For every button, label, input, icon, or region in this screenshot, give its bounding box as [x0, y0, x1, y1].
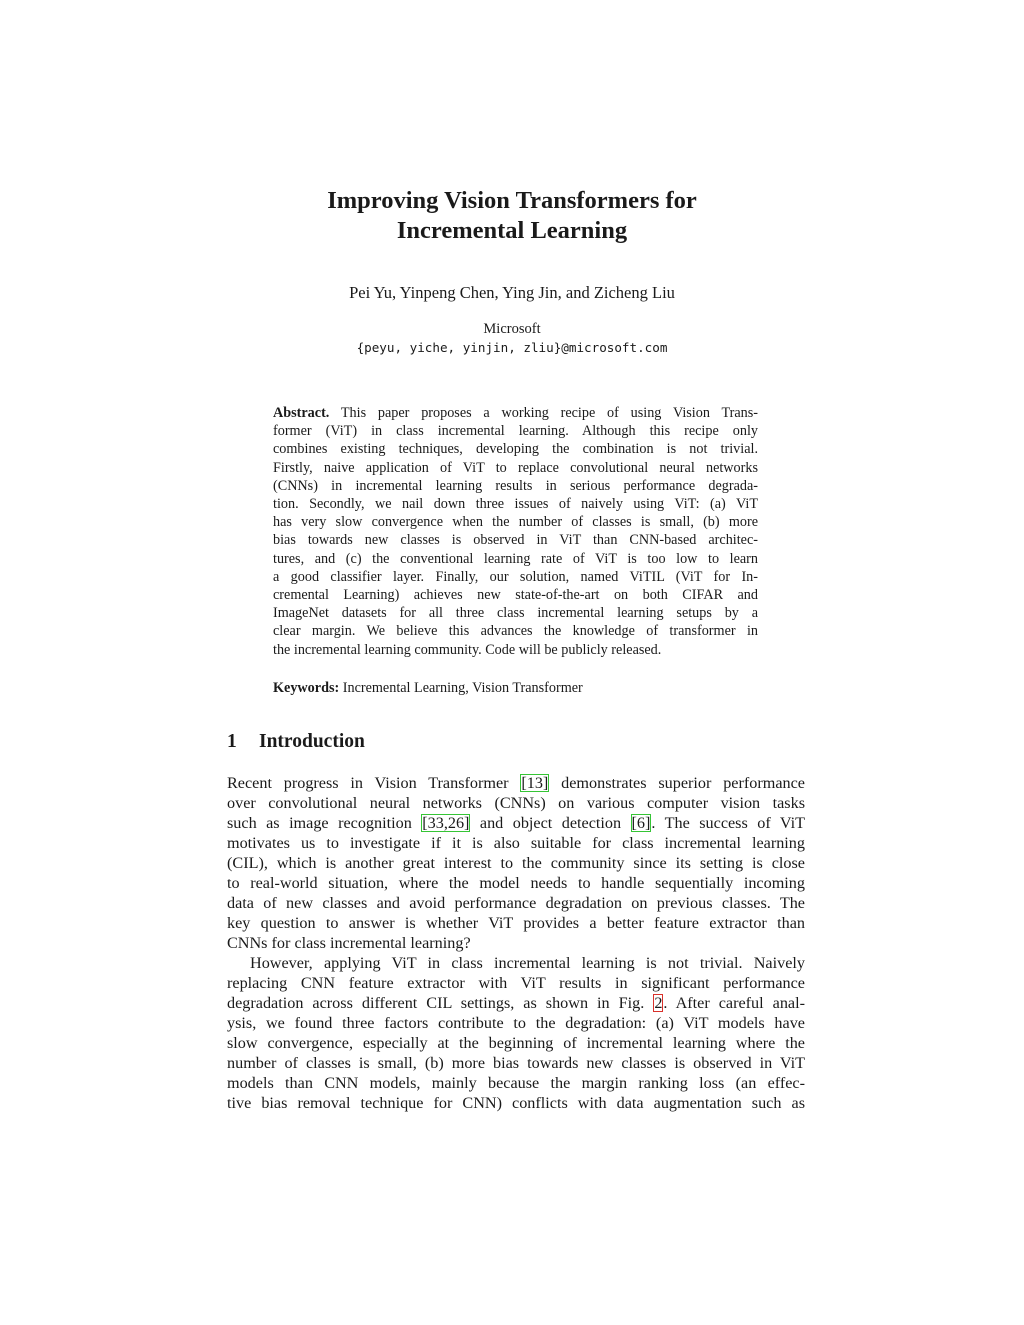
section-title: Introduction	[259, 731, 365, 752]
abstract-label: Abstract.	[273, 405, 330, 421]
abstract-line: Firstly, naive application of ViT to replace convolutional neural networks	[273, 459, 758, 476]
abstract	[273, 404, 758, 659]
paragraph-line: However, applying ViT in class incremental learning is not trivial. Naively	[250, 954, 805, 972]
abstract-line: ImageNet datasets for all three class incremental learning setups by a	[273, 605, 758, 622]
abstract-line: tion. Secondly, we nail down three issues of naively using ViT: (a) ViT	[273, 496, 758, 513]
text-span: Recent progress in Vision Transformer	[227, 774, 521, 792]
abstract-line: a good classifier layer. Finally, our solution, named ViTIL (ViT for In-	[273, 568, 758, 585]
citation-link[interactable]: [33,26]	[422, 814, 470, 832]
paragraph-line: to real-world situation, where the model needs to handle sequentially incoming	[227, 874, 805, 892]
text-span: . After careful anal-	[663, 994, 805, 1012]
abstract-line: former (ViT) in class incremental learning. Although this recipe only	[273, 423, 758, 440]
section-number: 1	[227, 731, 237, 752]
paragraph-line	[227, 993, 805, 1013]
text-span: such as image recognition	[227, 814, 422, 832]
paragraph-line: ysis, we found three factors contribute to the degradation: (a) ViT models have	[227, 1014, 805, 1032]
paragraph-line: tive bias removal technique for CNN) conflicts with data augmentation such as	[227, 1094, 805, 1112]
abstract-line: cremental Learning) achieves new state-of-the-art on both CIFAR and	[273, 587, 758, 604]
paper-title-line-1: Improving Vision Transformers for	[327, 187, 697, 214]
keywords	[273, 679, 758, 697]
paragraph-line: models than CNN models, mainly because the margin ranking loss (an effec-	[227, 1074, 805, 1092]
section-heading	[227, 731, 365, 753]
paragraph-line: replacing CNN feature extractor with ViT results in significant performance	[227, 974, 805, 992]
keywords-label: Keywords:	[273, 680, 340, 696]
author-emails: {peyu, yiche, yinjin, zliu}@microsoft.com	[356, 340, 668, 355]
keywords-text: Incremental Learning, Vision Transformer	[339, 680, 583, 696]
paper-title	[0, 186, 1024, 246]
paragraph-line: number of classes is small, (b) more bias towards new classes is observed in ViT	[227, 1054, 805, 1072]
abstract-line: (CNNs) in incremental learning results in serious performance degrada-	[273, 477, 758, 494]
abstract-line	[273, 404, 758, 422]
abstract-line: has very slow convergence when the number of classes is small, (b) more	[273, 514, 758, 531]
affiliation: Microsoft	[483, 321, 541, 337]
abstract-line: combines existing techniques, developing the combination is not trivial.	[273, 441, 758, 458]
text-span: and object detection	[470, 814, 631, 832]
abstract-line: bias towards new classes is observed in ViT than CNN-based architec-	[273, 532, 758, 549]
paragraph-line: slow convergence, especially at the beginning of incremental learning where the	[227, 1034, 805, 1052]
paragraph-line: key question to answer is whether ViT provides a better feature extractor than	[227, 914, 805, 932]
author-list: Pei Yu, Yinpeng Chen, Ying Jin, and Zicheng Liu	[349, 283, 675, 302]
paragraph-line	[227, 813, 805, 833]
abstract-line: clear margin. We believe this advances the knowledge of transformer in	[273, 623, 758, 640]
text-span: demonstrates superior performance	[549, 774, 805, 792]
body-text	[227, 773, 805, 1113]
text-span: . The success of ViT	[651, 814, 805, 832]
citation-link[interactable]: [13]	[521, 774, 549, 792]
text-span: degradation across different CIL settings, as shown in Fig.	[227, 994, 654, 1012]
paragraph-line: over convolutional neural networks (CNNs) on various computer vision tasks	[227, 794, 805, 812]
paper-title-line-2: Incremental Learning	[396, 217, 628, 244]
paragraph-line: motivates us to investigate if it is also suitable for class incremental learning	[227, 834, 805, 852]
paragraph-line: (CIL), which is another great interest to the community since its setting is close	[227, 854, 805, 872]
abstract-text: This paper proposes a working recipe of using Vision Trans-	[329, 405, 758, 421]
abstract-line: tures, and (c) the conventional learning rate of ViT is too low to learn	[273, 550, 758, 567]
paragraph-line: CNNs for class incremental learning?	[227, 934, 471, 952]
figure-reference-link[interactable]: 2	[654, 994, 663, 1012]
paragraph-line	[227, 773, 805, 793]
abstract-line: the incremental learning community. Code will be publicly released.	[273, 641, 662, 658]
paragraph-line: data of new classes and avoid performance degradation on previous classes. The	[227, 894, 805, 912]
citation-link[interactable]: [6]	[631, 814, 651, 832]
